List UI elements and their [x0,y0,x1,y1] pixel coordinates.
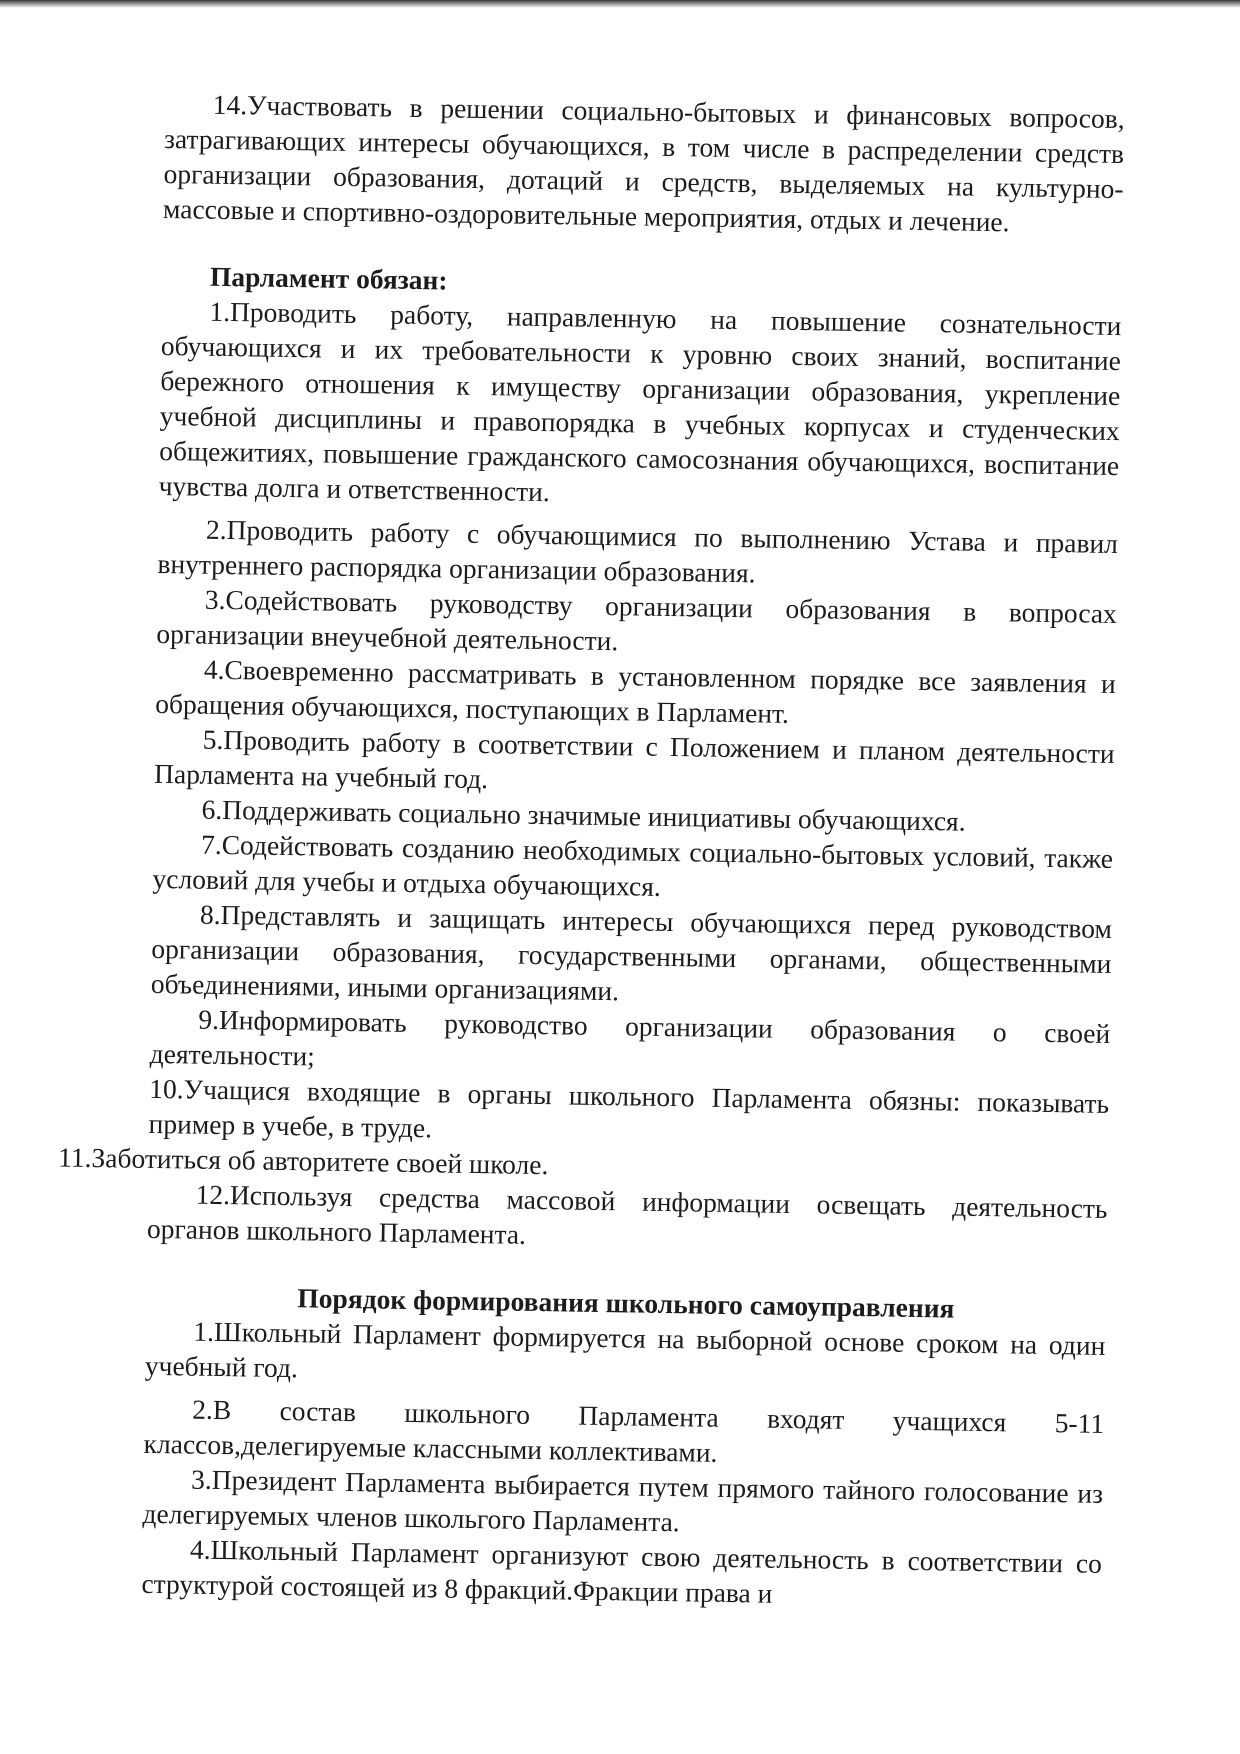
formation-item-1: 1.Школьный Парламент формируется на выборной основе сроком на один учебный год. [144,1315,1106,1384]
scan-edge [0,0,1240,8]
rights-item-14: 14.Участвовать в решении социально-бытовых и финансовых вопросов, затрагивающих интересы обучающихся, в том числе в распределении средств организации образования, дотаций и средств, выделяемых на культурно-массовые и спортивно-оздоровительные мероприятия, отдых и лечение. [162,88,1125,238]
duty-item-2: 2.Проводить работу с обучающимися по выполнению Устава и правил внутреннего распорядка организации образования. [157,513,1119,589]
formation-item-3: 3.Президент Парламента выбирается путем прямого тайного голосование из делегируемых членов школьгого Парламента. [142,1463,1104,1538]
duty-item-6: 6.Поддерживать социально значимые инициативы обучающихся. [201,793,966,837]
duties-heading: Парламент обязан: [209,260,448,296]
duty-item-10: 10.Учащися входящие в органы школьного Парламента обязны: показывать пример в учебе, в труде. [148,1072,1110,1144]
duty-item-1: 1.Проводить работу, направленную на повышение сознательности обучающихся и их требовательности к уровню своих знаний, воспитание бережного отношения к имуществу организации образования, укрепление учебной дисциплины и правопорядка в учебных корпусах и студенческих общежитиях, повышение гражданского самосознания обучающихся, воспитание чувства долга и ответственности. [158,295,1122,508]
formation-item-4: 4.Школьный Парламент организуют свою деятельность в соответствии со структурой состоящей из 8 фракций.Фракции права и [141,1533,1103,1609]
duty-item-4: 4.Своевременно рассматривать в установленном порядке все заявления и обращения обучающихся, поступающих в Парламент. [155,653,1116,729]
duty-item-7: 7.Содействовать созданию необходимых социально-бытовых условий, также условий для учебы и отдыха обучающихся. [152,828,1114,902]
duty-item-3: 3.Содействовать руководству организации образования в вопросах организации внеучебной деятельности. [156,583,1118,657]
formation-item-2: 2.В состав школьного Парламента входят учащихся 5-11 классов,делегируемые классными коллективами. [143,1393,1105,1468]
duty-item-8: 8.Представлять и защищать интересы обучающихся перед руководством организации образования, государственными органами, общественными объединениями, иными организациями. [150,898,1113,1007]
document-page [57,86,1125,1616]
formation-heading: Порядок формирования школьного самоуправления [297,1282,955,1324]
duty-item-12: 12.Используя средства массовой информации освещать деятельность органов школьного Парламента. [146,1178,1108,1250]
duty-item-11: 11.Заботиться об авторитете своей школе. [57,1141,549,1181]
duty-item-5: 5.Проводить работу в соответствии с Положением и планом деятельности Парламента на учебный год. [153,723,1115,795]
duty-item-9: 9.Информировать руководство организации образования о своей деятельности; [149,1003,1111,1072]
